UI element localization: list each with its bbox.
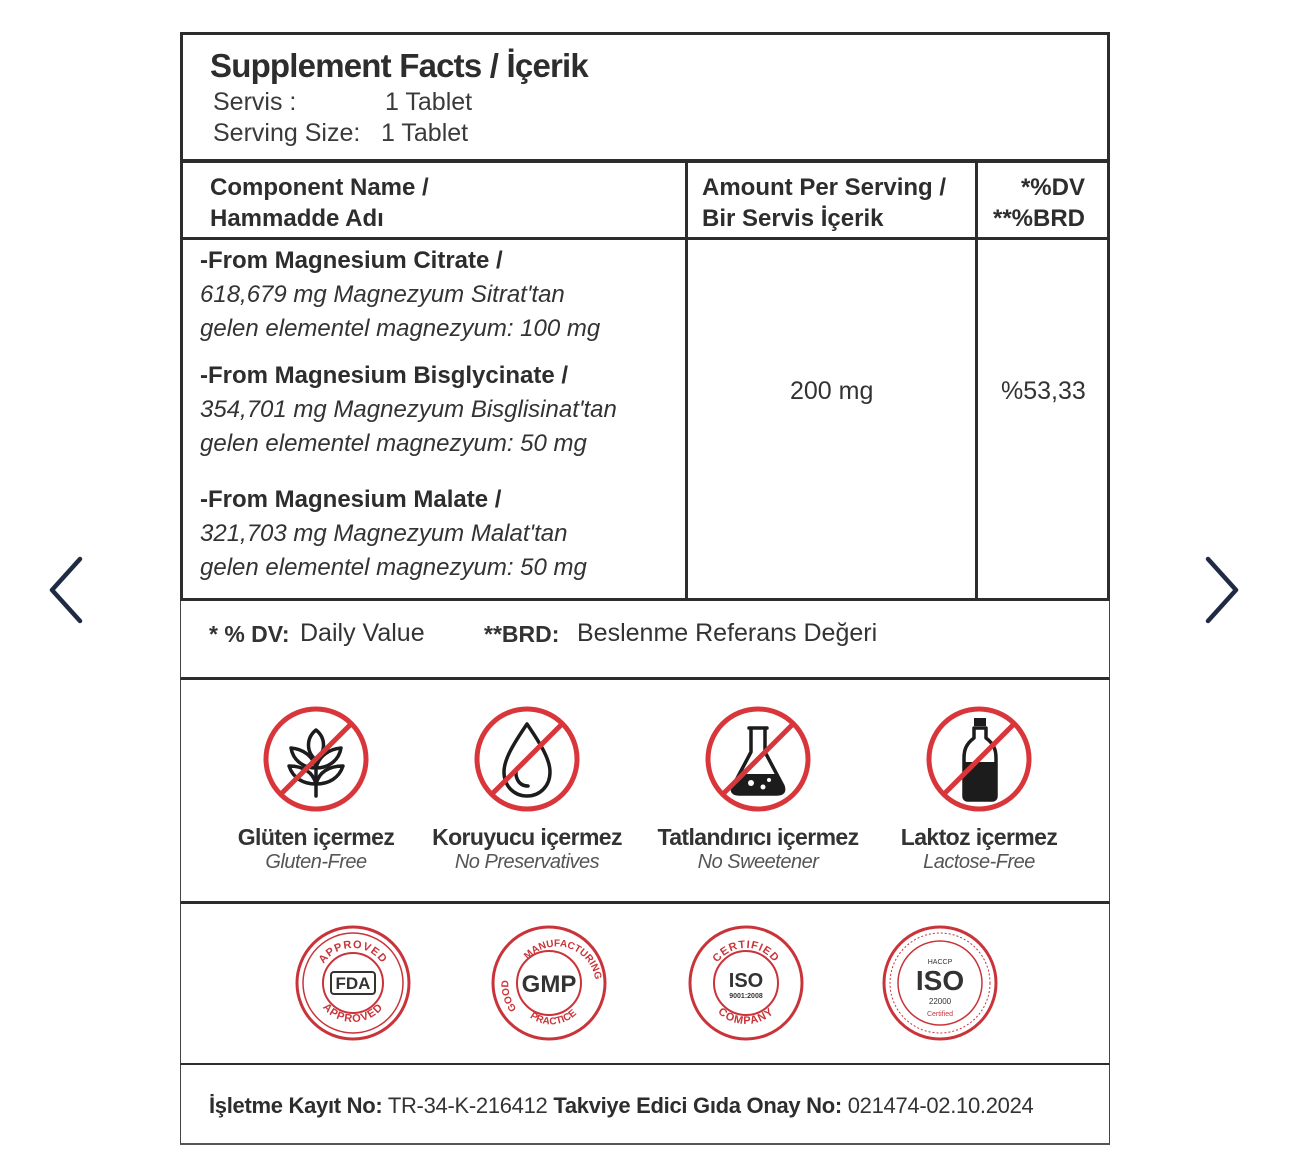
gmp-seal-icon [490, 924, 608, 1042]
approval-label: Takviye Edici Gıda Onay No: [553, 1093, 842, 1118]
svg-text:COMPANY [716, 1006, 777, 1027]
iso22000-seal-text: ISO [915, 965, 965, 996]
no-wheat-icon [261, 704, 371, 814]
no-bottle-icon [924, 704, 1034, 814]
legend-dv-value: Daily Value [300, 619, 425, 647]
servis-row [213, 88, 473, 117]
gmp-seal-arc-text: MANUFACTURING [522, 938, 604, 981]
iso22000-seal-top-text: HACCP [927, 959, 953, 966]
daily-value-percent: %53,33 [1001, 377, 1086, 405]
free-from-label-en: Gluten-Free [265, 851, 367, 873]
iso9001-seal-bottom-text: COMPANY [715, 1005, 777, 1028]
gmp-seal-text: GMP [521, 971, 577, 998]
facts-title: Supplement Facts / İçerik [210, 47, 588, 84]
svg-text:PRACTICE [528, 1008, 579, 1028]
iso22000-seal-bottom-text: Certified [926, 1011, 954, 1018]
free-from-item [648, 704, 868, 874]
free-from-label: Tatlandırıcı içermez [657, 824, 859, 850]
serving-size-label: Serving Size: [213, 119, 361, 147]
supplement-facts-image [180, 32, 1110, 1145]
carousel-prev-button[interactable] [38, 555, 98, 625]
gmp-seal-arc-text: PRACTICE [528, 1007, 579, 1028]
free-from-label-en: Lactose-Free [923, 851, 1035, 873]
no-flask-icon [703, 704, 813, 814]
no-drop-icon [472, 704, 582, 814]
iso22000-seal-sub-text: 22000 [928, 997, 952, 1006]
servis-label: Servis : [213, 88, 297, 116]
chevron-right-icon [1200, 555, 1240, 625]
amount-per-serving: 200 mg [790, 377, 874, 405]
free-from-row [180, 680, 1110, 904]
free-from-item [206, 704, 426, 874]
facts-header [183, 35, 1107, 163]
free-from-item [869, 704, 1089, 874]
free-from-label: Koruyucu içermez [432, 824, 622, 850]
column-divider [975, 163, 978, 601]
iso9001-seal-top-text: CERTIFIED [710, 938, 782, 965]
free-from-label-en: No Sweetener [697, 851, 819, 873]
carousel-next-button[interactable] [1190, 555, 1250, 625]
servis-value: 1 Tablet [385, 88, 473, 116]
fda-seal-text: FDA [335, 974, 371, 993]
table-header-row [183, 163, 1107, 240]
legend-dv-key: * % DV: [209, 621, 290, 647]
ingredient-item: -From Magnesium Citrate / 618,679 mg Magnezyum Sitrat'tan gelen elementel magnezyum: 100 mg [200, 247, 601, 342]
registration-label: İşletme Kayıt No: [209, 1093, 383, 1118]
ingredient-item: -From Magnesium Bisglycinate / 354,701 mg Magnezyum Bisglisinat'tan gelen elementel magnezyum: 50 mg [200, 362, 617, 457]
column-header-amount: Amount Per Serving / Bir Servis İçerik [702, 174, 947, 232]
fda-seal-top-text: APPROVED [316, 938, 390, 966]
column-divider [685, 163, 688, 601]
chevron-left-icon [48, 555, 88, 625]
iso-22000-seal-icon [881, 924, 999, 1042]
registration-info [209, 1093, 1033, 1119]
legend-brd-value: Beslenme Referans Değeri [577, 619, 878, 647]
serving-size-value: 1 Tablet [381, 119, 469, 147]
free-from-item [417, 704, 637, 874]
certifications-row [180, 904, 1110, 1065]
iso-9001-seal-icon [687, 924, 805, 1042]
serving-size-row [213, 119, 469, 148]
supplement-facts-table [180, 32, 1110, 601]
approval-number: 021474-02.10.2024 [847, 1093, 1034, 1118]
iso9001-seal-text: ISO [728, 970, 764, 992]
legend-brd-key: **BRD: [484, 621, 560, 647]
fda-seal-bottom-text: APPROVED [320, 1001, 386, 1026]
free-from-label: Laktoz içermez [900, 824, 1058, 850]
ingredient-item: -From Magnesium Malate / 321,703 mg Magnezyum Malat'tan gelen elementel magnezyum: 50 mg [200, 486, 587, 581]
legend-row [180, 601, 1110, 680]
registration-footer [180, 1065, 1110, 1145]
column-header-component: Component Name / Hammadde Adı [210, 174, 429, 232]
iso9001-seal-sub-text: 9001:2008 [729, 993, 763, 1000]
gmp-seal-arc-text: GOOD [500, 980, 520, 1014]
registration-number: TR-34-K-216412 [387, 1093, 548, 1118]
svg-text:APPROVED [320, 1001, 386, 1025]
free-from-label-en: No Preservatives [454, 851, 600, 873]
column-header-dv: *%DV **%BRD [992, 174, 1085, 232]
fda-approved-seal-icon [294, 924, 412, 1042]
free-from-label: Glüten içermez [237, 824, 395, 850]
